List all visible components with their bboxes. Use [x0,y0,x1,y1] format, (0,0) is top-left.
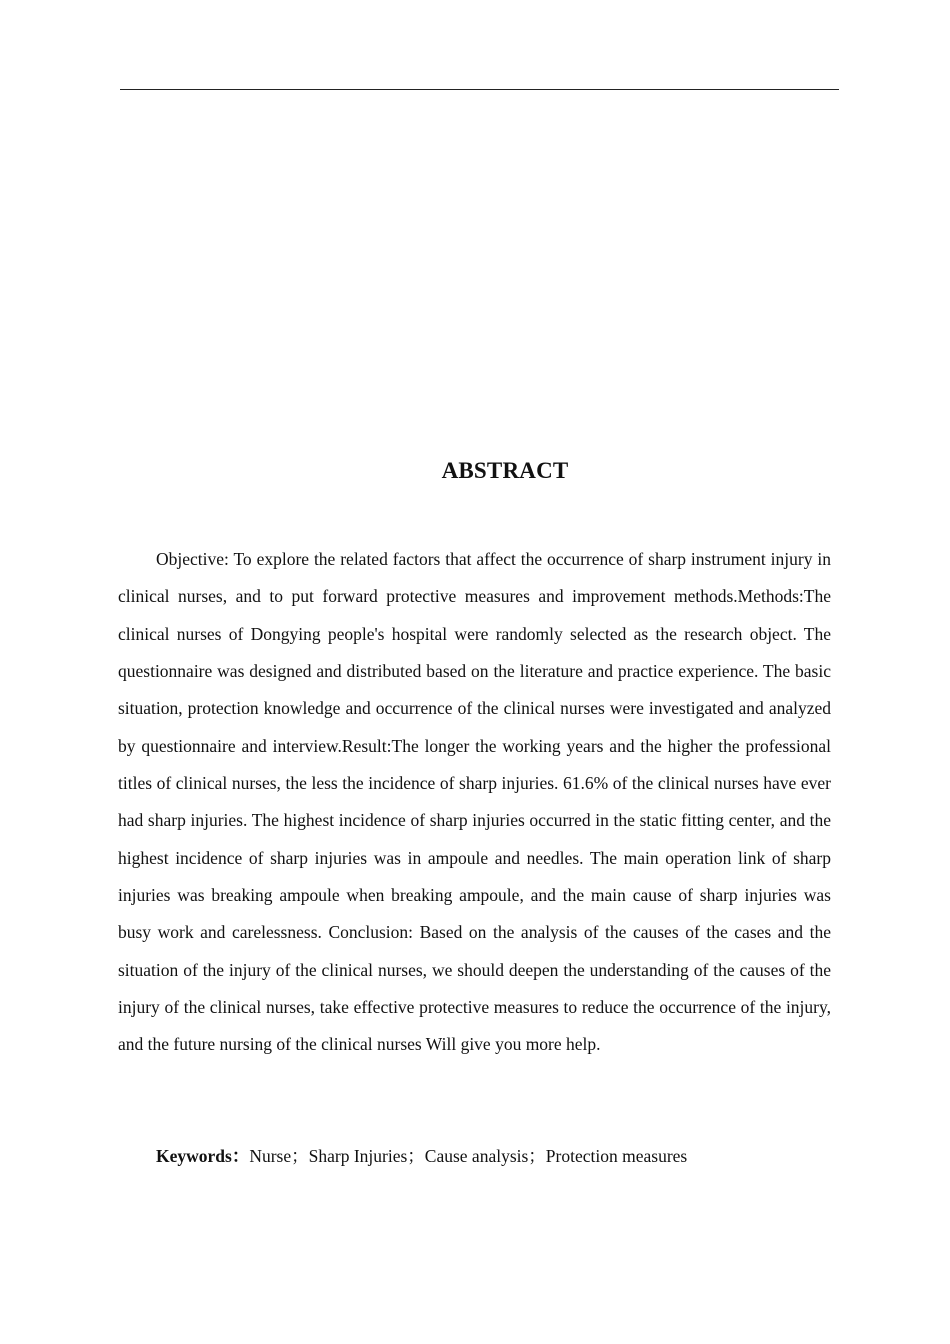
abstract-body: Objective: To explore the related factors that affect the occurrence of sharp instrument injury in clinical nurses, and to put forward protective measures and improvement methods.Methods:The clinical nurses of Dongying people's hospital were randomly selected as the research object. The questionnaire was designed and distributed based on the literature and practice experience. The basic situation, protection knowledge and occurrence of the clinical nurses were investigated and analyzed by questionnaire and interview.Result:The longer the working years and the higher the professional titles of clinical nurses, the less the incidence of sharp injuries. 61.6% of the clinical nurses have ever had sharp injuries. The highest incidence of sharp injuries occurred in the static fitting center, and the highest incidence of sharp injuries was in ampoule and needles. The main operation link of sharp injuries was breaking ampoule when breaking ampoule, and the main cause of sharp injuries was busy work and carelessness. Conclusion: Based on the analysis of the causes of the cases and the situation of the injury of the clinical nurses, we should deepen the understanding of the causes of the injury of the clinical nurses, take effective protective measures to reduce the occurrence of the injury, and the future nursing of the clinical nurses Will give you more help. [118,549,831,1055]
keywords-list: Nurse；Sharp Injuries；Cause analysis；Protection measures [249,1146,688,1166]
keywords-line [118,1138,831,1175]
abstract-title: ABSTRACT [441,458,569,483]
keywords-label: Keywords： [156,1146,250,1166]
header-rule [120,89,839,90]
